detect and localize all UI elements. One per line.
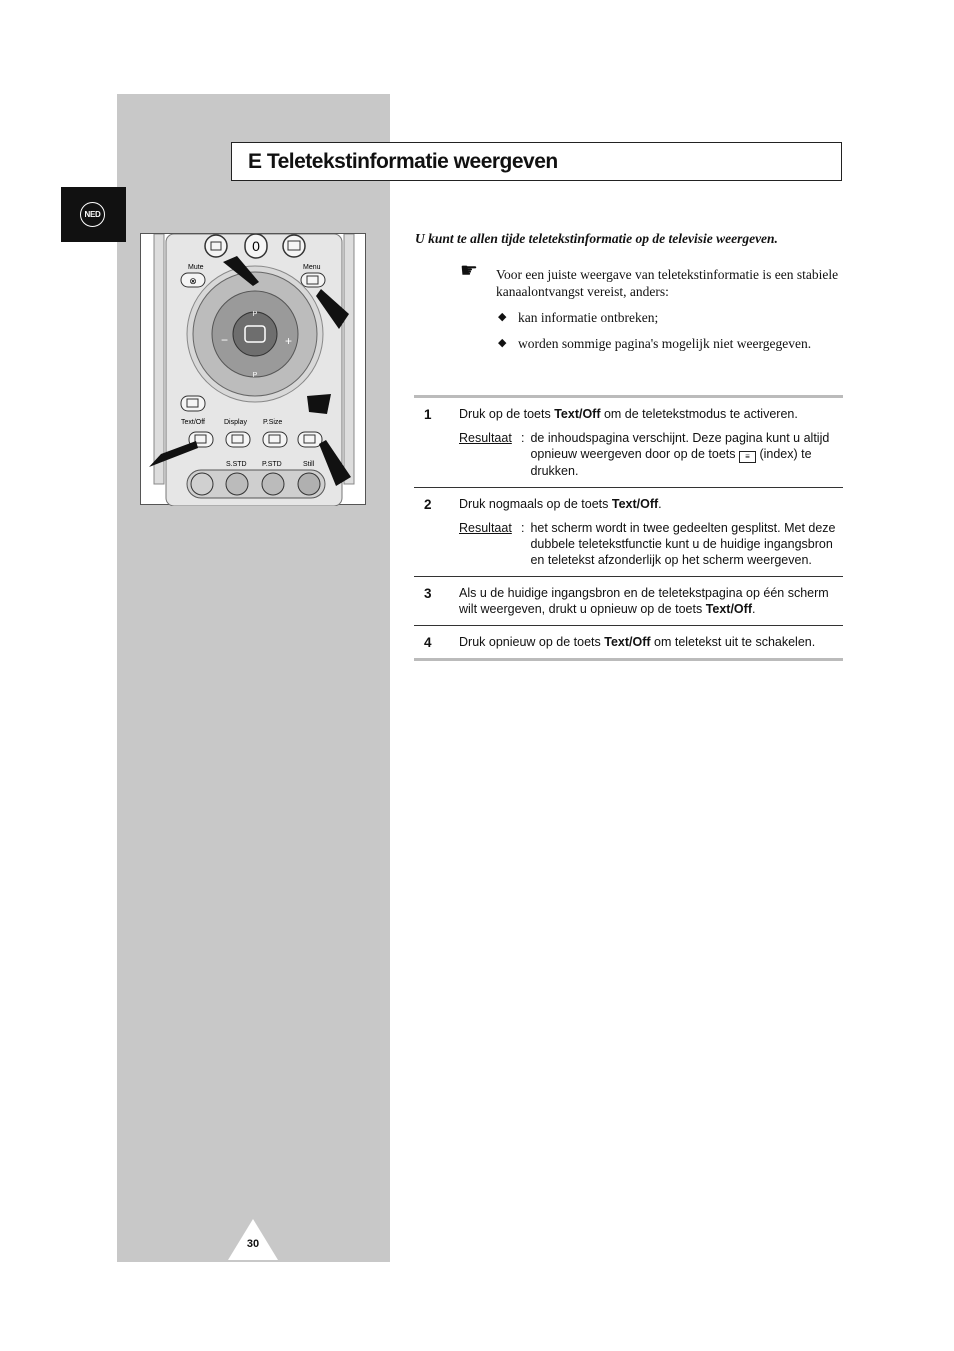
page-title-box — [231, 142, 842, 181]
zero-button-icon — [245, 234, 267, 258]
note-text: Voor een juiste weergave van teletekstinformatie is een stabiele kanaalontvangst vereist, anders: — [496, 267, 839, 299]
psize-label: P.Size — [263, 419, 283, 426]
menu-label: Menu — [303, 264, 321, 271]
intro-text: U kunt te allen tijde teletekstinformatie op de televisie weergeven. — [415, 231, 778, 246]
step-1 — [414, 398, 843, 488]
step-number: 2 — [424, 497, 432, 512]
display-label: Display — [224, 419, 247, 426]
text-off-label: Text/Off — [181, 419, 205, 426]
teletext-icon — [181, 396, 205, 411]
index-button-icon — [298, 432, 322, 447]
step-result: Resultaat : de inhoudspagina verschijnt. Deze pagina kunt u altijd opnieuw weergeven door op de toets ≡ (index) te drukken. — [459, 430, 843, 479]
language-tab — [61, 187, 126, 242]
result-label: Resultaat — [459, 521, 512, 535]
pointing-hand-icon: ☛ — [460, 260, 478, 282]
step-instruction: Druk opnieuw op de toets Text/Off om teletekst uit te schakelen. — [459, 635, 816, 649]
display-button-icon — [226, 432, 250, 447]
step-instruction: Druk nogmaals op de toets Text/Off. — [459, 497, 662, 511]
result-label: Resultaat — [459, 431, 512, 445]
sstd-label: S.STD — [226, 461, 247, 468]
steps-table — [414, 395, 843, 661]
svg-text:P: P — [252, 372, 258, 379]
index-key-icon: ≡ — [739, 451, 756, 463]
result-text: de inhoudspagina verschijnt. Deze pagina kunt u altijd opnieuw weergeven door op de toets ≡ (index) te drukken. — [530, 431, 830, 478]
still-label: Still — [303, 461, 315, 468]
svg-text:+: + — [285, 334, 293, 348]
step-3 — [414, 577, 843, 626]
screen-icon — [283, 235, 305, 257]
note-block — [460, 260, 850, 361]
step-4 — [414, 626, 843, 658]
svg-text:⊗: ⊗ — [189, 276, 197, 286]
step-number: 1 — [424, 407, 432, 422]
language-badge: NED — [80, 202, 105, 227]
diamond-bullet-icon: ◆ — [498, 311, 507, 323]
psize-button-icon — [263, 432, 287, 447]
step-2 — [414, 488, 843, 577]
mute-label: Mute — [188, 264, 204, 271]
step-instruction: Als u de huidige ingangsbron en de teletekstpagina op één scherm wilt weergeven, drukt u opnieuw op de toets Text/Off. — [459, 586, 829, 616]
result-text: het scherm wordt in twee gedeelten gesplitst. Met deze dubbele teletekstfunctie kunt u de huidige ingangsbron en teletekst afzonderlijk op het scherm weergeven. — [530, 521, 836, 567]
list-item: ◆ worden sommige pagina's mogelijk niet weergegeven. — [498, 336, 812, 351]
svg-text:−: − — [221, 333, 229, 347]
remote-control-illustration — [140, 233, 366, 505]
pstd-label: P.STD — [262, 461, 282, 468]
input-icon — [205, 235, 227, 257]
diamond-bullet-icon: ◆ — [498, 337, 507, 349]
list-item: ◆ kan informatie ontbreken; — [498, 310, 659, 325]
step-result: Resultaat : het scherm wordt in twee gedeelten gesplitst. Met deze dubbele teletekstfunctie kunt u de huidige ingangsbron en teletekst afzonderlijk op het scherm weergeven. — [459, 520, 843, 568]
page-title: E Teletekstinformatie weergeven — [248, 149, 558, 173]
note-bullets — [496, 309, 850, 352]
step-instruction: Druk op de toets Text/Off om de teletekstmodus te activeren. — [459, 407, 798, 421]
step-number: 4 — [424, 635, 432, 650]
svg-text:0: 0 — [252, 238, 260, 254]
step-number: 3 — [424, 586, 432, 601]
svg-text:P: P — [252, 311, 258, 318]
mute-icon — [181, 273, 205, 287]
page-number: 30 — [246, 1238, 260, 1250]
menu-icon — [301, 273, 325, 287]
